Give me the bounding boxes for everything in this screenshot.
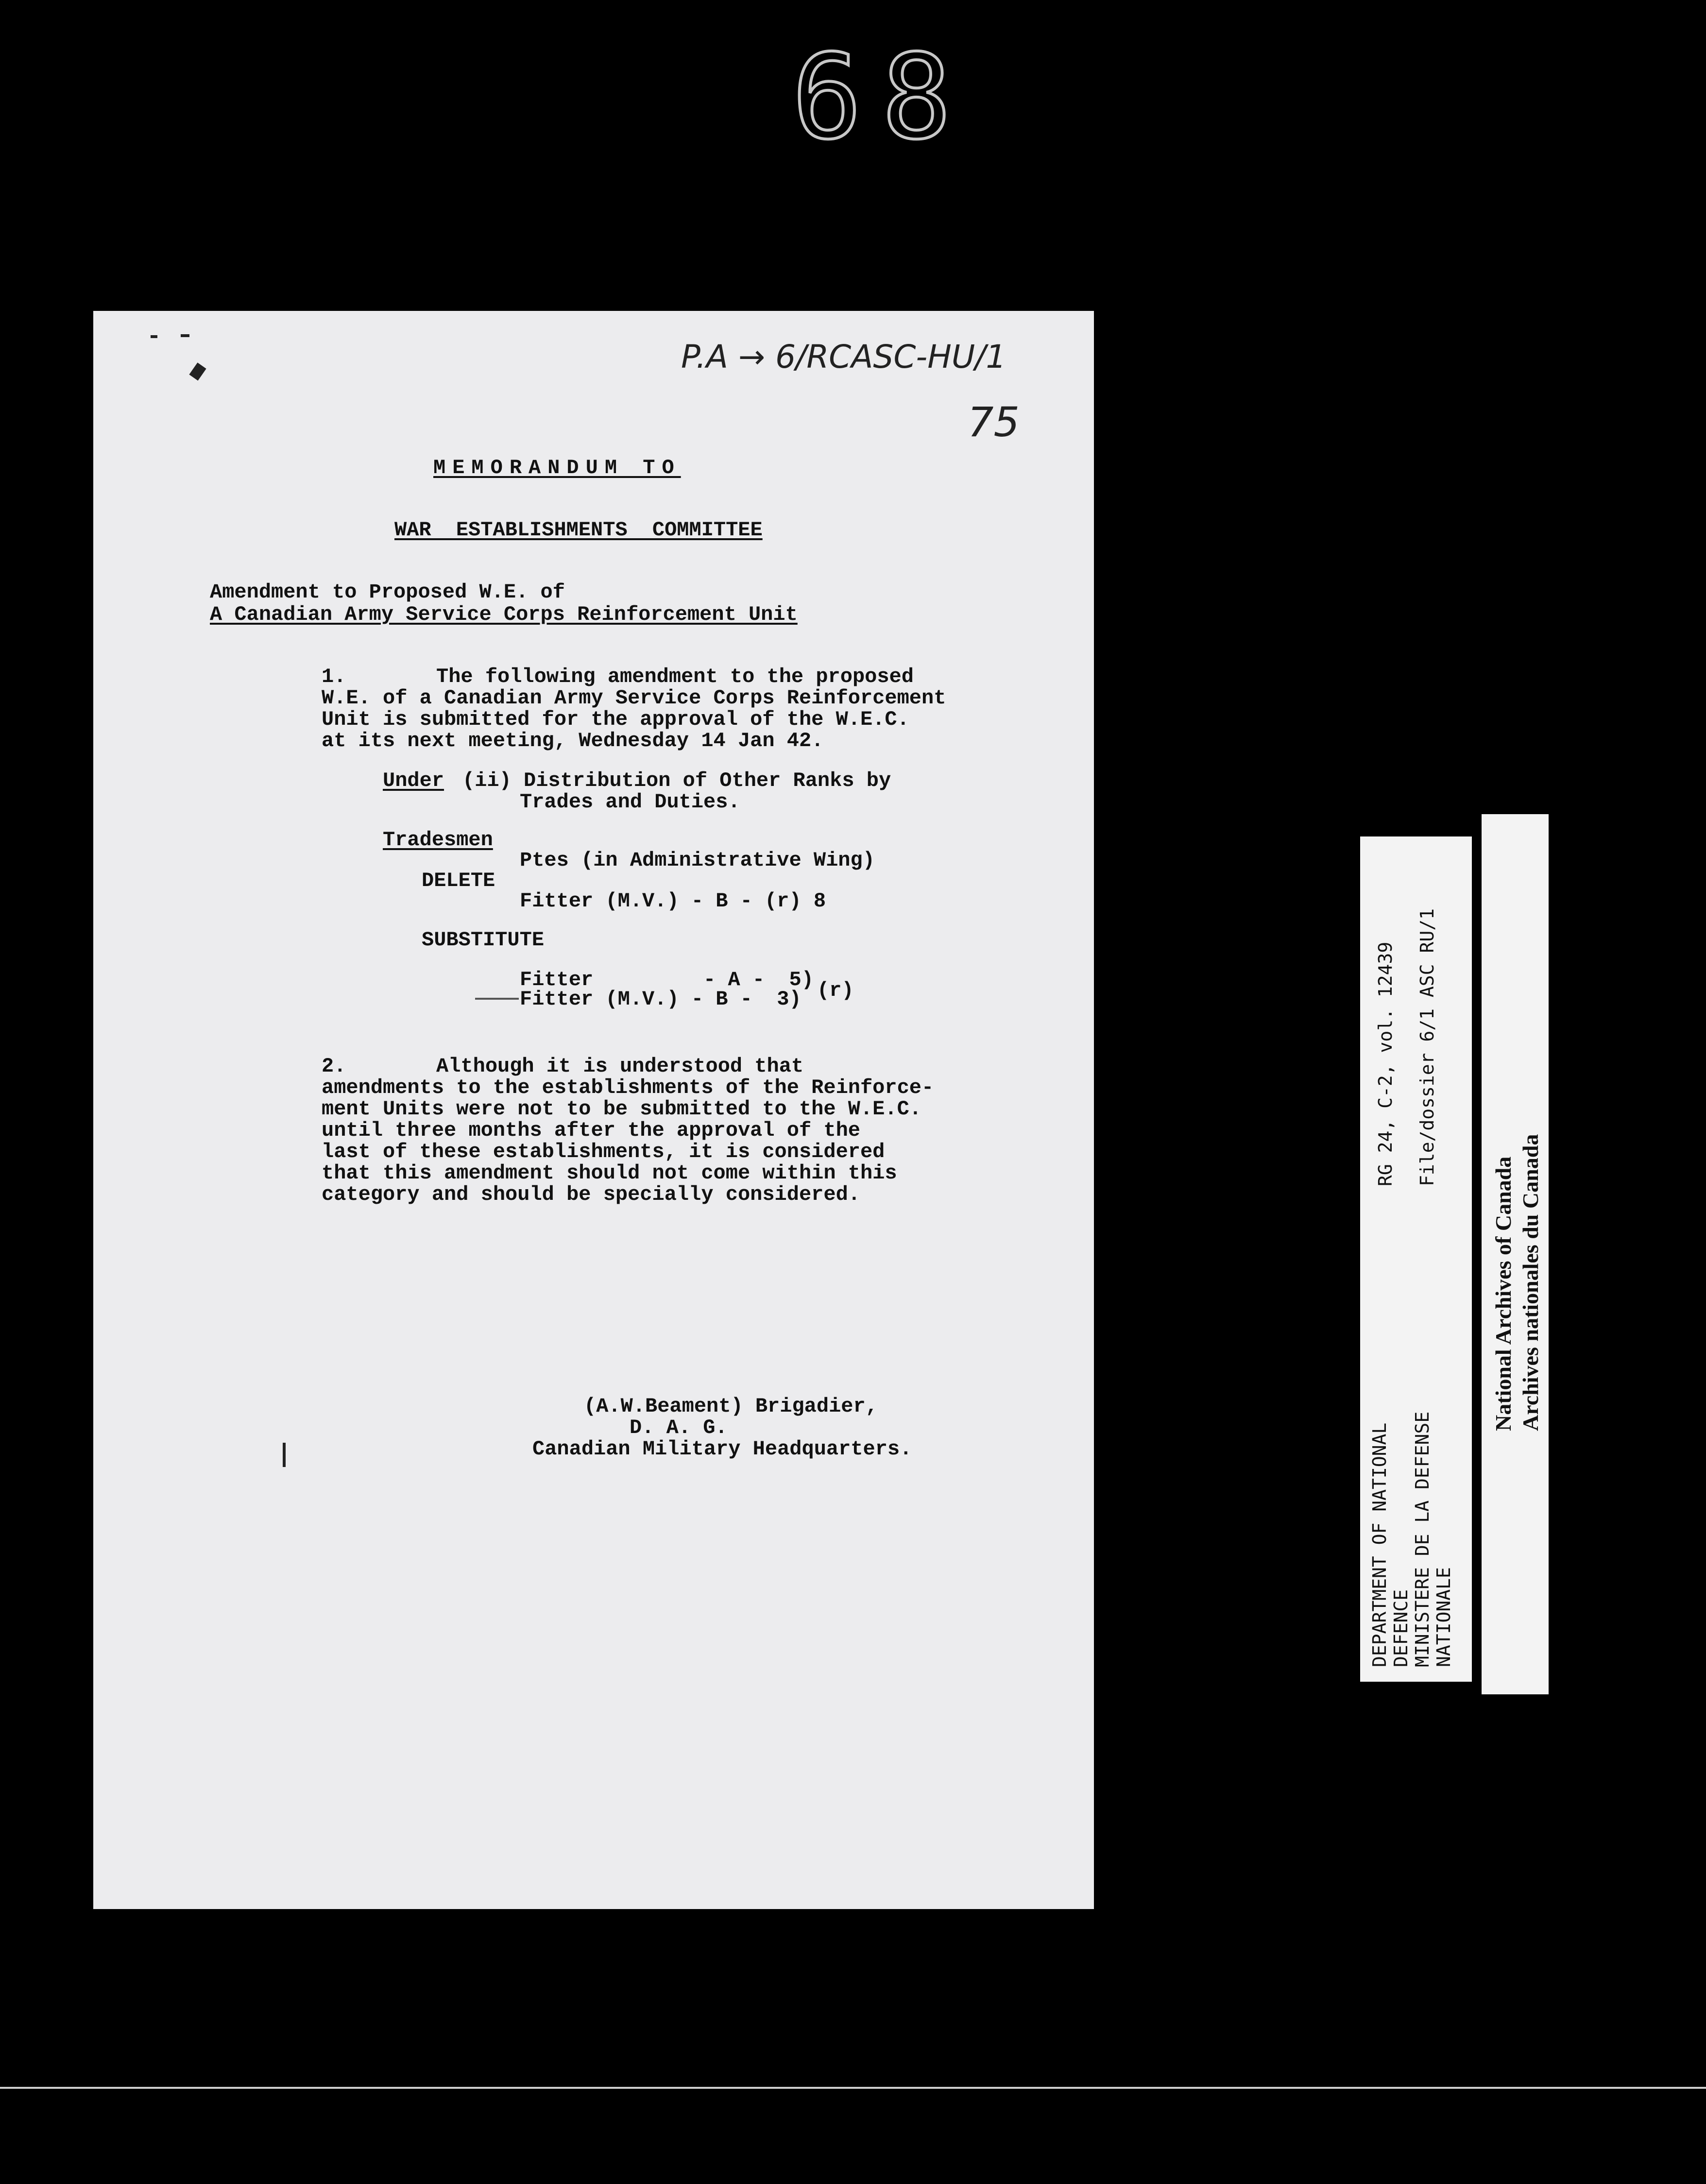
label-dept-line: DEFENCE: [1390, 1589, 1412, 1667]
label-ref-line: RG 24, C-2, vol. 12439: [1375, 941, 1396, 1186]
delete-line: Fitter (M.V.) - B - (r) 8: [520, 889, 826, 913]
nac-french: Archives nationales du Canada: [1518, 1134, 1543, 1431]
microfilm-edge-line: [0, 2087, 1706, 2089]
paragraph-line: The following amendment to the proposed: [436, 665, 914, 688]
label-dept-line: MINISTERE DE LA DEFENSE: [1412, 1411, 1433, 1667]
ptes-line: Ptes (in Administrative Wing): [520, 849, 875, 872]
substitute-line: Fitter (M.V.) - B - 3): [520, 988, 802, 1011]
pen-stroke: [475, 998, 519, 1000]
label-dept-line: DEPARTMENT OF NATIONAL: [1369, 1422, 1390, 1667]
paragraph-line: ment Units were not to be submitted to the W.E.C.: [322, 1097, 922, 1121]
committee-name: WAR ESTABLISHMENTS COMMITTEE: [394, 518, 763, 542]
paragraph-line: that this amendment should not come within this: [322, 1161, 897, 1185]
paragraph-line: until three months after the approval of the: [322, 1119, 860, 1142]
national-archives-label: [1482, 814, 1549, 1694]
memo-body: [93, 311, 1094, 1909]
label-dept-line: NATIONALE: [1433, 1567, 1454, 1667]
label-ref-line: File/dossier 6/1 ASC RU/1: [1416, 908, 1438, 1186]
subject-line: A Canadian Army Service Corps Reinforcement Unit: [210, 603, 798, 626]
delete-label: DELETE: [422, 869, 495, 892]
paragraph-number: 1.: [322, 665, 346, 688]
substitute-line: Fitter - A - 5): [520, 968, 814, 991]
paragraph-number: 2.: [322, 1055, 346, 1078]
paragraph-line: W.E. of a Canadian Army Service Corps Reinforcement: [322, 686, 946, 710]
archive-reference-label: [1360, 836, 1472, 1682]
under-label: Under: [383, 769, 444, 792]
signature-line: Canadian Military Headquarters.: [532, 1437, 912, 1461]
paragraph-line: Although it is understood that: [436, 1055, 804, 1078]
paragraph-line: at its next meeting, Wednesday 14 Jan 42.: [322, 729, 824, 752]
paragraph-line: last of these establishments, it is considered: [322, 1140, 885, 1163]
handwritten-folio: 75: [968, 398, 1020, 446]
subject-line: Amendment to Proposed W.E. of: [210, 580, 565, 604]
tradesmen-heading: Tradesmen: [383, 828, 493, 852]
under-text: (ii) Distribution of Other Ranks by: [462, 769, 891, 792]
signature-line: D. A. G.: [630, 1416, 728, 1439]
memo-title: MEMORANDUM TO: [433, 456, 681, 479]
microfilm-frame-number: 68: [792, 29, 971, 165]
memo-page: [93, 311, 1094, 1909]
nac-english: National Archives of Canada: [1491, 1156, 1516, 1431]
substitute-suffix: (r): [817, 979, 854, 1002]
under-text: Trades and Duties.: [520, 790, 740, 814]
substitute-label: SUBSTITUTE: [422, 928, 545, 952]
paragraph-line: Unit is submitted for the approval of the W.E.C.: [322, 708, 909, 731]
paragraph-line: amendments to the establishments of the Reinforce-: [322, 1076, 934, 1099]
signature-line: (A.W.Beament) Brigadier,: [584, 1395, 878, 1418]
handwritten-reference: P.A → 6/RCASC-HU/1: [681, 338, 1007, 375]
paragraph-line: category and should be specially considered.: [322, 1183, 860, 1206]
